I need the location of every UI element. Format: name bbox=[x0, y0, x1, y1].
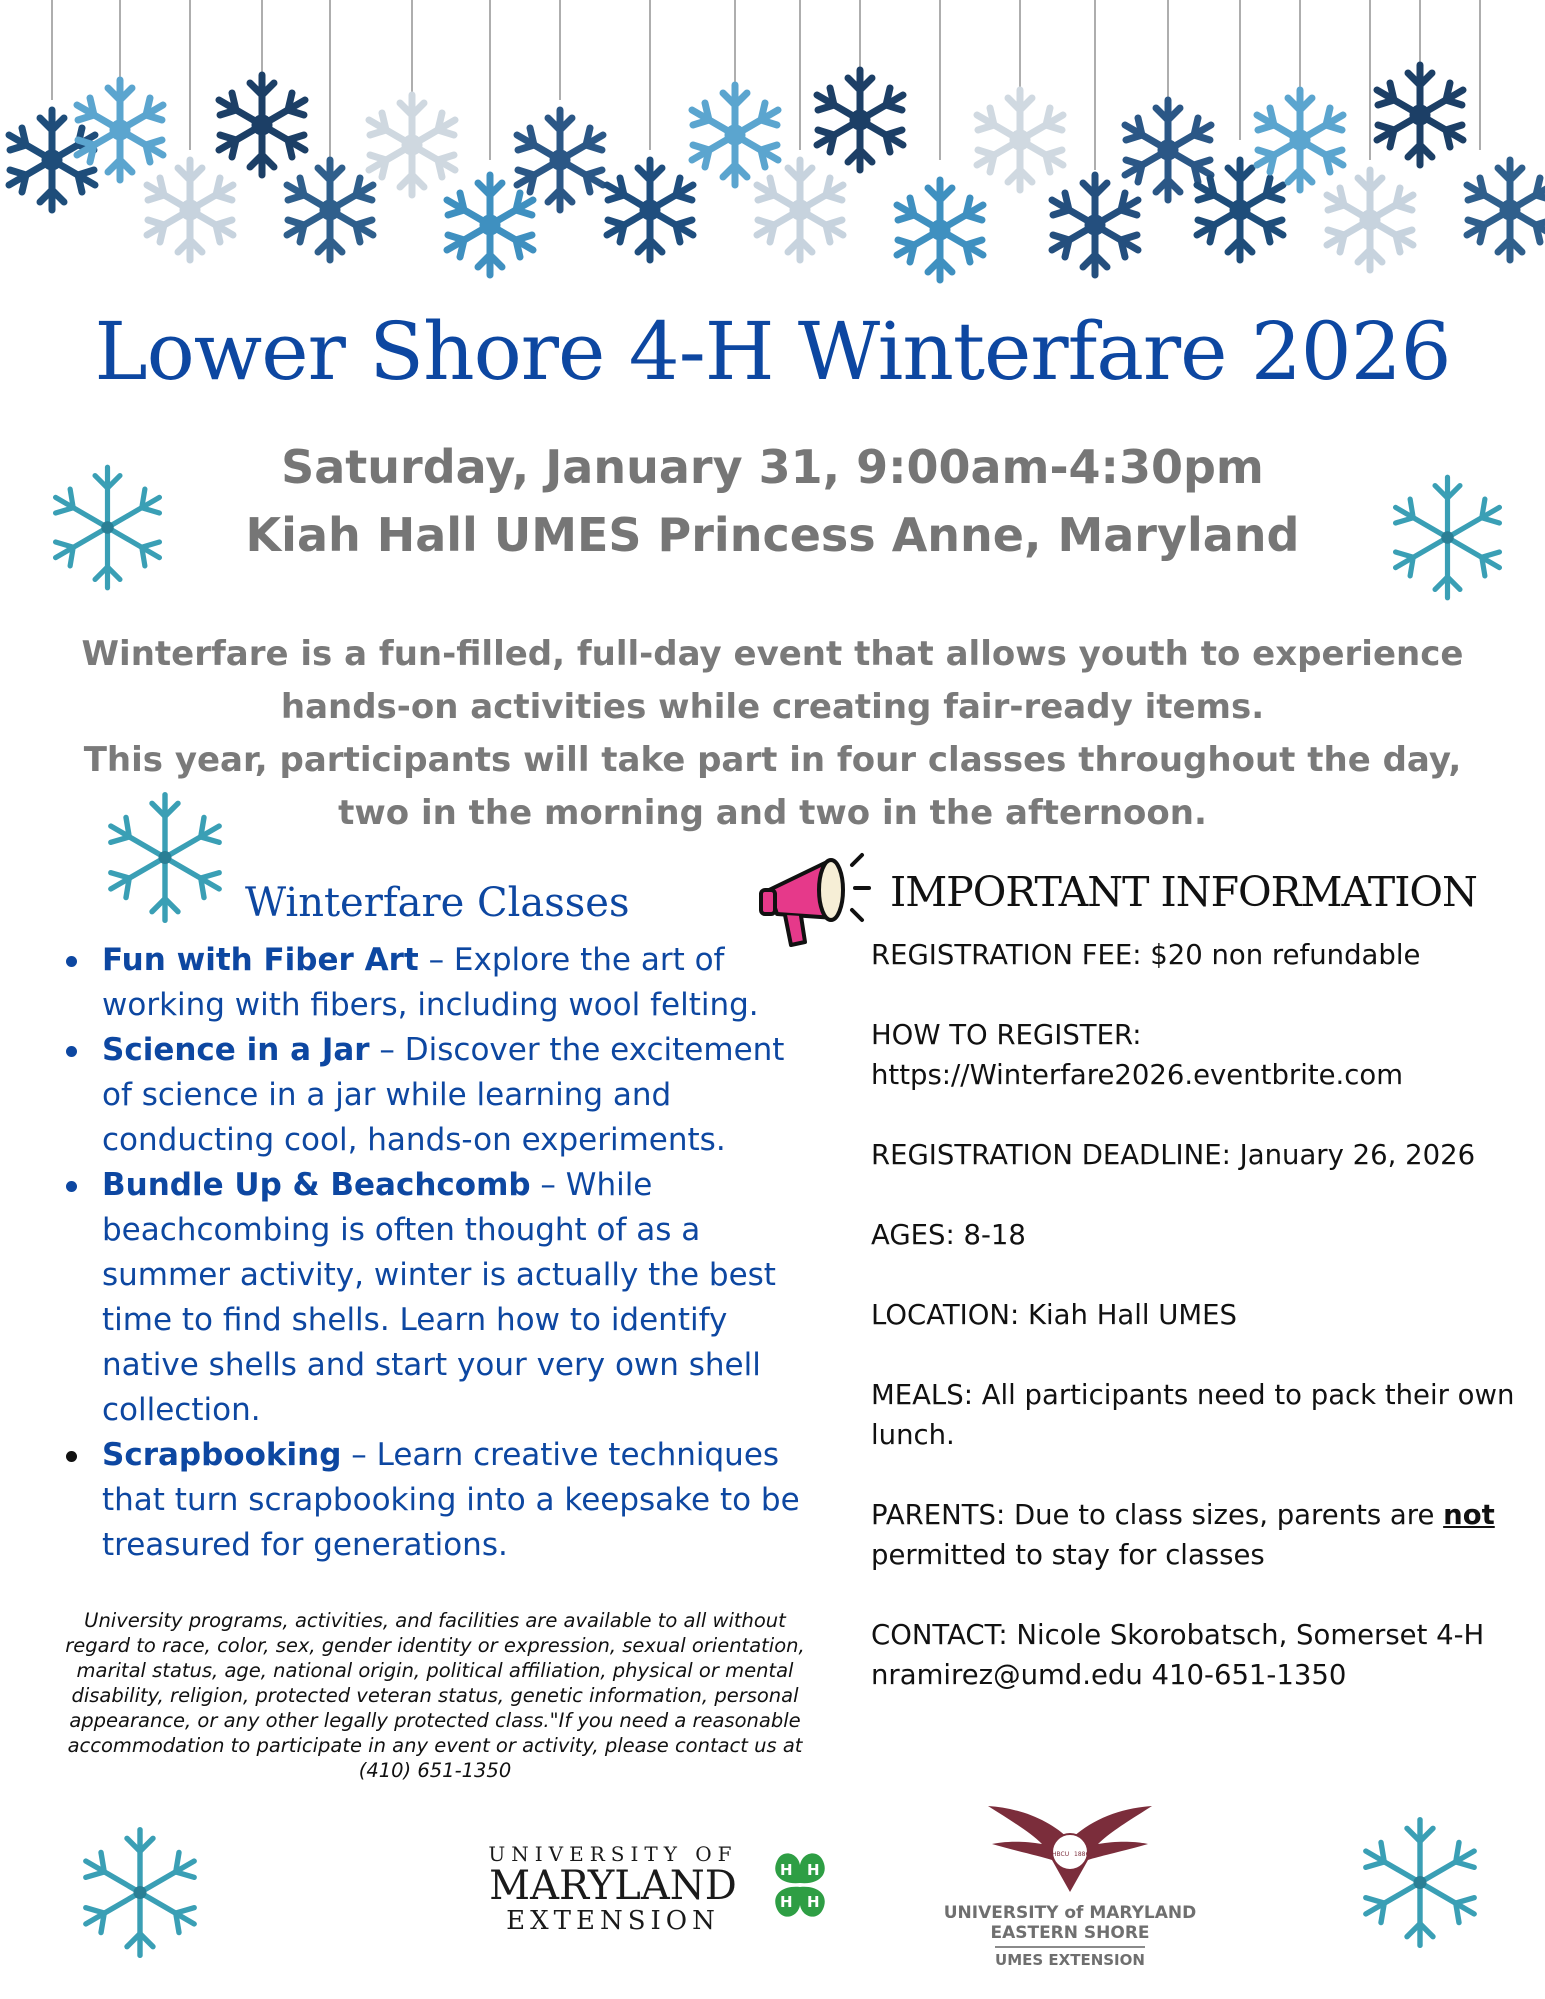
intro-line-1: Winterfare is a fun-filled, full-day event that allows youth to experience hands-on activities while creating fair-ready items. bbox=[81, 634, 1464, 727]
parents-text-end: permitted to stay for classes bbox=[871, 1539, 1265, 1571]
snowflake-icon bbox=[100, 785, 230, 930]
class-name: Scrapbooking bbox=[102, 1437, 342, 1473]
registration-deadline: REGISTRATION DEADLINE: January 26, 2026 bbox=[871, 1139, 1476, 1171]
parents-emphasis: not bbox=[1443, 1499, 1495, 1531]
logo-text: EXTENSION bbox=[506, 1906, 720, 1936]
intro-line-2: This year, participants will take part in four classes throughout the day, two in the morning and two in the afternoon. bbox=[83, 740, 1462, 833]
class-name: Fun with Fiber Art bbox=[102, 942, 419, 978]
important-information bbox=[871, 935, 1521, 1735]
svg-text:H: H bbox=[780, 1893, 793, 1911]
logo-text: UNIVERSITY OF bbox=[488, 1842, 738, 1866]
logo-text: EASTERN SHORE bbox=[990, 1923, 1150, 1943]
nondiscrimination-statement: University programs, activities, and facilities are available to all without regard to race, color, sex, gender identity or expression, sexual orientation, marital status, age, national origin, political affiliation, physical or mental disability, religion, protected veteran status, genetic information, personal appearance, or any other legally protected class."If you need a reasonable accommodation to participate in any event or activity, please contact us at (410) 651-1350 bbox=[65, 1609, 805, 1782]
location: LOCATION: Kiah Hall UMES bbox=[871, 1299, 1237, 1331]
classes-list bbox=[60, 938, 820, 1568]
registration-fee: REGISTRATION FEE: $20 non refundable bbox=[871, 939, 1421, 971]
contact-details[interactable]: nramirez@umd.edu 410-651-1350 bbox=[871, 1659, 1347, 1691]
classes-heading: Winterfare Classes bbox=[245, 880, 630, 926]
parents-note bbox=[871, 1495, 1521, 1575]
seal-text: 1886 bbox=[1074, 1851, 1090, 1858]
logo-text: MARYLAND bbox=[489, 1863, 737, 1909]
meals: MEALS: All participants need to pack their own lunch. bbox=[871, 1379, 1515, 1451]
parents-text: PARENTS: Due to class sizes, parents are bbox=[871, 1499, 1444, 1531]
seal-text: HBCU bbox=[1052, 1851, 1070, 1858]
snowflake-icon bbox=[1355, 1810, 1485, 1955]
info-heading: IMPORTANT INFORMATION bbox=[890, 868, 1477, 916]
hawk-emblem-icon bbox=[980, 1800, 1160, 1895]
snowflake-icon bbox=[1385, 470, 1510, 605]
list-item bbox=[60, 1028, 820, 1163]
4h-clover-icon bbox=[760, 1845, 840, 1925]
umes-extension-logo bbox=[930, 1800, 1210, 1969]
contact-name: CONTACT: Nicole Skorobatsch, Somerset 4-H bbox=[871, 1619, 1485, 1651]
class-name: Bundle Up & Beachcomb bbox=[102, 1167, 531, 1203]
event-date: Saturday, January 31, 9:00am-4:30pm bbox=[281, 440, 1264, 494]
contact bbox=[871, 1615, 1521, 1695]
list-item bbox=[60, 1163, 820, 1433]
page-title: Lower Shore 4-H Winterfare 2026 bbox=[94, 305, 1451, 398]
class-description: – While beachcombing is often thought of as a summer activity, winter is actually the best time to find shells. Learn how to identify native shells and start your very own shell collection. bbox=[102, 1167, 776, 1428]
logo-text: UMES EXTENSION bbox=[995, 1946, 1145, 1969]
svg-text:H: H bbox=[807, 1861, 820, 1879]
intro-text bbox=[80, 628, 1465, 840]
svg-text:H: H bbox=[807, 1893, 820, 1911]
ages: AGES: 8-18 bbox=[871, 1219, 1026, 1251]
class-description: – Learn creative techniques that turn scrapbooking into a keepsake to be treasured for generations. bbox=[102, 1437, 800, 1563]
register-label: HOW TO REGISTER: bbox=[871, 1019, 1142, 1051]
svg-text:H: H bbox=[780, 1861, 793, 1879]
snowflake-icon bbox=[75, 1820, 205, 1965]
event-venue: Kiah Hall UMES Princess Anne, Maryland bbox=[245, 508, 1300, 562]
megaphone-icon bbox=[757, 840, 877, 960]
register-link[interactable]: https://Winterfare2026.eventbrite.com bbox=[871, 1059, 1404, 1091]
how-to-register bbox=[871, 1015, 1521, 1095]
logo-text: UNIVERSITY of MARYLAND bbox=[943, 1903, 1197, 1923]
class-description: – Explore the art of working with fibers, including wool felting. bbox=[102, 942, 759, 1023]
snowflake-icon bbox=[45, 460, 170, 595]
snowflake-garland bbox=[0, 0, 1545, 300]
umd-extension-logo bbox=[488, 1842, 738, 1936]
class-description: – Discover the excitement of science in a jar while learning and conducting cool, hands-on experiments. bbox=[102, 1032, 785, 1158]
class-name: Science in a Jar bbox=[102, 1032, 370, 1068]
list-item bbox=[60, 1433, 820, 1568]
list-item bbox=[60, 938, 820, 1028]
